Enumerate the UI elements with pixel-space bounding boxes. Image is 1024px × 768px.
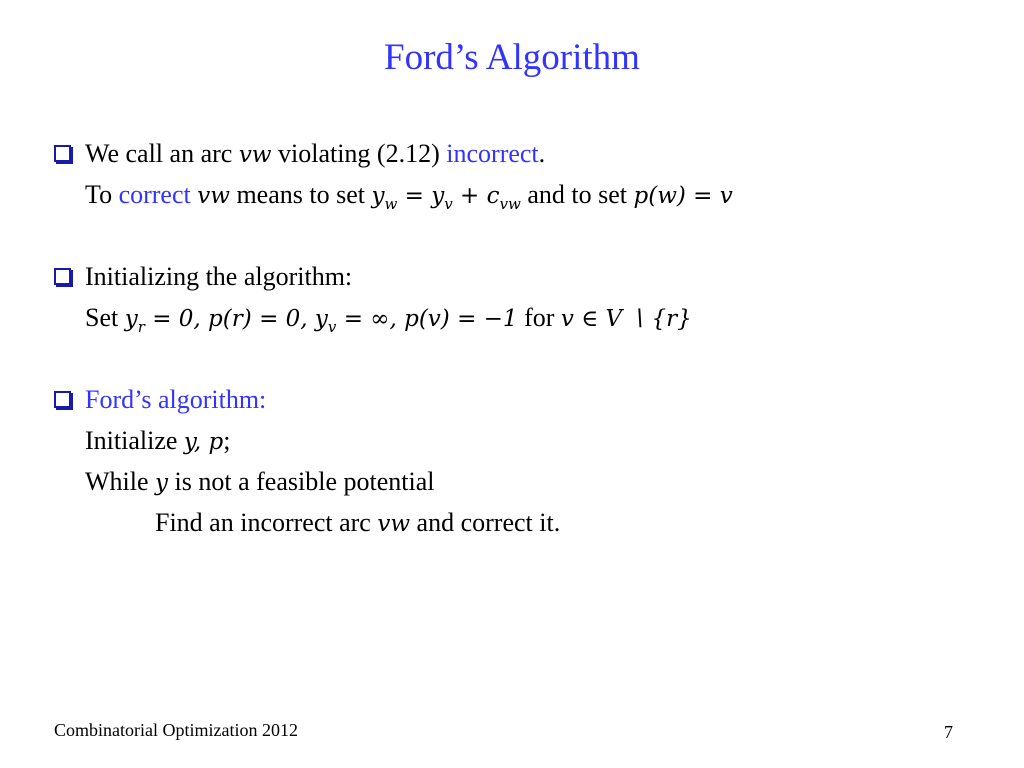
text: for <box>517 303 561 332</box>
text: While <box>85 467 156 496</box>
init-line <box>85 303 692 334</box>
init-heading: Initializing the algorithm: <box>85 262 353 291</box>
text: ; <box>223 426 231 455</box>
square-bullet-icon <box>54 145 71 162</box>
math-initial-values: $y_r = 0$, p(r) = 0, $y_v$ = ∞, p(v) = −1 <box>124 306 518 336</box>
math-vw: vw <box>238 142 272 168</box>
term-incorrect: incorrect <box>446 139 539 168</box>
algorithm-heading: Ford’s algorithm: <box>85 385 267 414</box>
math-equation-pw: p(w) = v <box>633 183 733 209</box>
text: is not a feasible potential <box>168 467 435 496</box>
math-vw: vw <box>377 511 411 537</box>
footer-course-title: Combinatorial Optimization 2012 <box>54 720 298 740</box>
text: violating (2.12) <box>271 139 447 168</box>
math-y-p: y, p <box>183 429 224 455</box>
math-vw: vw <box>197 183 230 209</box>
text: Set <box>85 303 125 332</box>
text: Find an incorrect arc <box>155 508 378 537</box>
text: We call an arc <box>85 139 239 168</box>
algorithm-step-correct <box>155 508 560 539</box>
text: and to set <box>520 180 634 209</box>
correct-definition-line <box>85 180 733 211</box>
text: and correct it. <box>410 508 561 537</box>
square-bullet-icon <box>54 391 71 408</box>
term-correct: correct <box>118 180 191 209</box>
math-equation-yw: $y_w = y_v + c_{vw}$ <box>371 183 521 213</box>
algorithm-step-while <box>85 467 434 498</box>
page-number: 7 <box>944 722 953 742</box>
math-y: y <box>155 470 169 496</box>
text: Initialize <box>85 426 184 455</box>
slide-title: Ford’s Algorithm <box>384 37 640 78</box>
text: means to set <box>229 180 372 209</box>
text: . <box>538 139 546 168</box>
definition-line <box>85 139 545 170</box>
algorithm-step-initialize <box>85 426 230 457</box>
math-condition: v ∈ V ∖ {r} <box>560 306 692 332</box>
text: To <box>85 180 119 209</box>
square-bullet-icon <box>54 268 71 285</box>
